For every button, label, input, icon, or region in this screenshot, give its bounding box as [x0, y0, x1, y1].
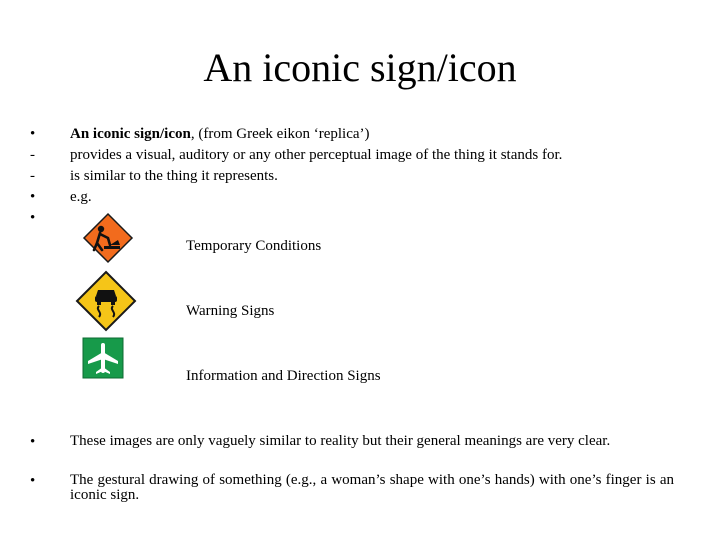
- page-title: An iconic sign/icon: [203, 45, 517, 90]
- slippery-road-sign-icon: [75, 270, 137, 332]
- bullet-marker: •: [30, 189, 36, 205]
- example-caption-warning: Warning Signs: [186, 303, 275, 319]
- bullet-marker: •: [30, 210, 36, 226]
- example-caption-information: Information and Direction Signs: [186, 368, 381, 384]
- bottom-bullet-text-1: These images are only vaguely similar to reality but their general meanings are very clear.: [70, 433, 611, 449]
- example-caption-temporary: Temporary Conditions: [186, 238, 322, 254]
- bullet-text: is similar to the thing it represents.: [70, 168, 278, 184]
- airport-sign-icon: [82, 337, 124, 379]
- dash-marker: -: [30, 147, 35, 163]
- bullet-marker: •: [30, 473, 36, 489]
- bullet-marker: •: [30, 126, 36, 142]
- road-work-sign-icon: [82, 212, 134, 264]
- bottom-bullet-text-2: The gestural drawing of something (e.g., a woman’s shape with one’s hands) with one’s finger is an iconic sign.: [70, 472, 674, 503]
- bullet-marker: •: [30, 434, 36, 450]
- bullet-lead-text: An iconic sign/icon: [70, 126, 191, 142]
- bullet-text: provides a visual, auditory or any other perceptual image of the thing it stands for.: [70, 147, 563, 163]
- dash-marker: -: [30, 168, 35, 184]
- bullet-text: e.g.: [70, 189, 92, 205]
- bullet-text: , (from Greek eikon ‘replica’): [190, 126, 370, 142]
